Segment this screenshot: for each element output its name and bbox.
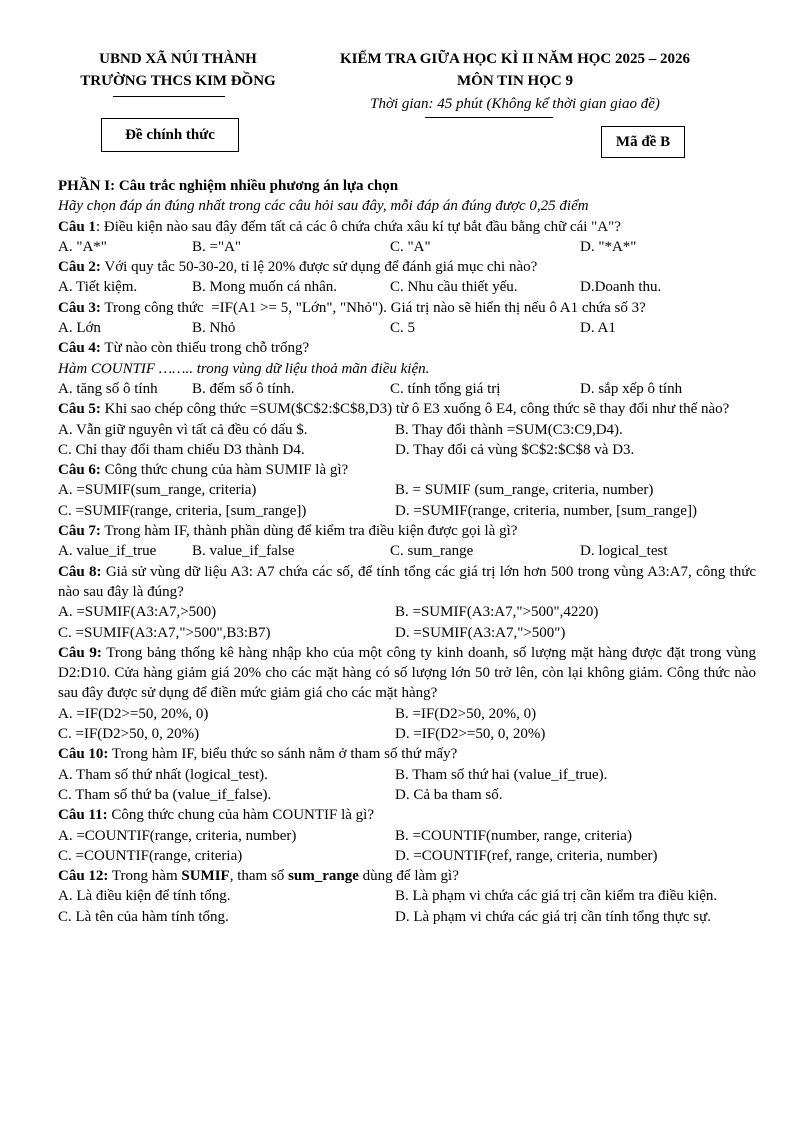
commune-name: UBND XÃ NÚI THÀNH [99,51,257,67]
option-a[interactable]: A. =COUNTIF(range, criteria, number) [58,827,297,844]
exam-time: Thời gian: 45 phút (Không kể thời gian giao đề) [370,96,660,112]
option-b[interactable]: B. = SUMIF (sum_range, criteria, number) [395,482,654,499]
options-q3 [58,318,756,338]
options-q12-row2 [58,907,756,927]
option-c[interactable]: C. =SUMIF(range, criteria, [sum_range]) [58,502,307,519]
option-c[interactable]: C. Chỉ thay đổi tham chiếu D3 thành D4. [58,441,305,458]
keyword-sumif: SUMIF [181,868,230,885]
options-q11-row1 [58,826,756,846]
part-instruction: Hãy chọn đáp án đúng nhất trong các câu hỏi sau đây, mỗi đáp án đúng được 0,25 điểm [58,198,589,215]
question-sep: : [95,218,104,235]
question-text-pre: Trong hàm [111,868,182,885]
question-text: Công thức chung của hàm SUMIF là gì? [104,462,349,479]
option-a[interactable]: A. value_if_true [58,543,157,560]
option-a[interactable]: A. Là điều kiện để tính tổng. [58,888,231,905]
options-q9-row2 [58,724,756,744]
question-6 [58,460,756,480]
exam-content [58,176,756,927]
question-text: Trong công thức =IF(A1 >= 5, "Lớn", "Nhỏ"). Giá trị nào sẽ hiển thị nếu ô A1 chứa số 3? [104,299,646,316]
options-q8-row2 [58,623,756,643]
options-q8-row1 [58,602,756,622]
option-c[interactable]: C. tính tổng giá trị [390,380,501,397]
options-q11-row2 [58,846,756,866]
option-c[interactable]: C. =IF(D2>50, 0, 20%) [58,726,200,743]
options-q5-row1 [58,420,756,440]
option-b[interactable]: B. Mong muốn cá nhân. [192,279,337,296]
question-9 [58,643,756,704]
options-q4 [58,379,756,399]
options-q10-row2 [58,785,756,805]
question-number: Câu 3: [58,299,101,316]
part-title: PHẦN I: Câu trắc nghiệm nhiều phương án lựa chọn [58,178,399,194]
question-text: Trong hàm IF, thành phần dùng để kiểm tra điều kiện được gọi là gì? [104,523,518,540]
option-d[interactable]: D. Thay đổi cả vùng $C$2:$C$8 và D3. [395,441,635,458]
question-text: Trong bảng thống kê hàng nhập kho của một công ty kinh doanh, số lượng mặt hàng được đặt trong vùng D2:D10. Cửa hàng giảm giá 20% cho các mặt hàng có số lượng lớn 50 trở lên, còn lại không giảm. Công thức nào sau đây được sử dụng để điền mức giảm giá cho các mặt hàng? [58,644,757,702]
question-12 [58,866,756,886]
question-number: Câu 4: [58,340,101,357]
option-d[interactable]: D. =COUNTIF(ref, range, criteria, number) [395,847,658,864]
option-b[interactable]: B. đếm số ô tính. [192,380,295,397]
question-11 [58,805,756,825]
option-d[interactable]: D. =SUMIF(A3:A7,">500") [395,624,566,641]
question-number: Câu 6: [58,462,101,479]
exam-code: Mã đề B [601,126,685,158]
option-b[interactable]: B. Nhỏ [192,320,236,337]
question-7 [58,521,756,541]
option-a[interactable]: A. Vẫn giữ nguyên vì tất cả đều có dấu $. [58,421,308,438]
question-text: Điều kiện nào sau đây đếm tất cả các ô chứa chứa xâu kí tự bắt đầu bằng chữ cái "A"? [103,218,621,235]
option-a[interactable]: A. tăng số ô tính [58,380,158,397]
question-number: Câu 10: [58,746,109,763]
option-b[interactable]: B. ="A" [192,238,242,255]
keyword-sum-range: sum_range [288,868,359,885]
option-c[interactable]: C. 5 [390,320,416,337]
question-8 [58,562,756,603]
option-d[interactable]: D. logical_test [580,543,668,560]
question-5 [58,399,756,419]
options-q6-row2 [58,501,756,521]
option-a[interactable]: A. =SUMIF(A3:A7,>500) [58,604,217,621]
option-d[interactable]: D. Cả ba tham số. [395,786,503,803]
options-q9-row1 [58,704,756,724]
school-header [58,48,298,92]
option-a[interactable]: A. Lớn [58,320,101,337]
option-c[interactable]: C. =SUMIF(A3:A7,">500",B3:B7) [58,624,271,641]
option-d[interactable]: D. "*A*" [580,238,637,255]
option-a[interactable]: A. Tiết kiệm. [58,279,138,296]
option-a[interactable]: A. Tham số thứ nhất (logical_test). [58,766,268,783]
option-b[interactable]: B. =SUMIF(A3:A7,">500",4220) [395,604,599,621]
question-text-mid: , tham số [229,868,289,885]
question-text: Từ nào còn thiếu trong chỗ trống? [104,340,310,357]
options-q2 [58,277,756,297]
school-name: TRƯỜNG THCS KIM ĐỒNG [80,73,276,89]
question-number: Câu 5: [58,401,101,418]
options-q5-row2 [58,440,756,460]
question-10 [58,744,756,764]
option-d[interactable]: D.Doanh thu. [580,279,662,296]
question-text: Trong hàm IF, biểu thức so sánh nằm ở tham số thứ mấy? [111,746,458,763]
option-d[interactable]: D. A1 [580,320,616,337]
option-b[interactable]: B. Thay đổi thành =SUM(C3:C9,D4). [395,421,623,438]
question-number: Câu 11: [58,807,108,824]
question-4 [58,338,756,358]
official-label: Đề chính thức [101,118,239,152]
option-c[interactable]: C. sum_range [390,543,474,560]
question-4-sentence: Hàm COUNTIF …….. trong vùng dữ liệu thoả mãn điều kiện. [58,360,430,377]
time-underline [425,117,553,118]
school-underline [113,96,225,97]
question-number: Câu 2: [58,259,101,276]
option-b[interactable]: B. Tham số thứ hai (value_if_true). [395,766,608,783]
question-number: Câu 9: [58,644,102,661]
option-a[interactable]: A. "A*" [58,238,107,255]
exam-header [300,48,730,92]
question-3 [58,298,756,318]
option-c[interactable]: C. Tham số thứ ba (value_if_false). [58,786,272,803]
subject-title: MÔN TIN HỌC 9 [457,73,573,89]
question-2 [58,257,756,277]
question-number: Câu 12: [58,868,109,885]
option-b[interactable]: B. Là phạm vi chứa các giá trị cần kiểm tra điều kiện. [395,888,718,905]
option-c[interactable]: C. Nhu cầu thiết yếu. [390,279,518,296]
question-number: Câu 7: [58,523,101,540]
question-number: Câu 1 [58,218,96,235]
option-c[interactable]: C. "A" [390,238,431,255]
options-q7 [58,541,756,561]
option-b[interactable]: B. =COUNTIF(number, range, criteria) [395,827,632,844]
options-q12-row1 [58,886,756,906]
option-c[interactable]: C. =COUNTIF(range, criteria) [58,847,243,864]
options-q1 [58,237,756,257]
option-c[interactable]: C. Là tên của hàm tính tổng. [58,908,229,925]
question-text: Khi sao chép công thức =SUM($C$2:$C$8,D3) từ ô E3 xuống ô E4, công thức sẽ thay đổi như thế nào? [104,401,730,418]
option-b[interactable]: B. =IF(D2>50, 20%, 0) [395,705,537,722]
question-text: Với quy tắc 50-30-20, tỉ lệ 20% được sử dụng để đánh giá mục chi nào? [104,259,538,276]
option-b[interactable]: B. value_if_false [192,543,295,560]
option-a[interactable]: A. =SUMIF(sum_range, criteria) [58,482,257,499]
options-q10-row1 [58,765,756,785]
option-d[interactable]: D. =IF(D2>=50, 0, 20%) [395,726,546,743]
option-a[interactable]: A. =IF(D2>=50, 20%, 0) [58,705,209,722]
exam-title: KIỂM TRA GIỮA HỌC KÌ II NĂM HỌC 2025 – 2026 [339,51,691,67]
options-q6-row1 [58,480,756,500]
question-text: Giả sử vùng dữ liệu A3: A7 chứa các số, để tính tổng các giá trị lớn hơn 500 trong vùng A3:A7, công thức nào sau đây là đúng? [58,563,757,600]
question-text-post: dùng để làm gì? [358,868,459,885]
question-1 [58,217,756,237]
option-d[interactable]: D. Là phạm vi chứa các giá trị cần tính tổng thực sự. [395,908,711,925]
question-text: Công thức chung của hàm COUNTIF là gì? [111,807,375,824]
option-d[interactable]: D. =SUMIF(range, criteria, number, [sum_range]) [395,502,697,519]
question-number: Câu 8: [58,563,102,580]
option-d[interactable]: D. sắp xếp ô tính [580,380,683,397]
